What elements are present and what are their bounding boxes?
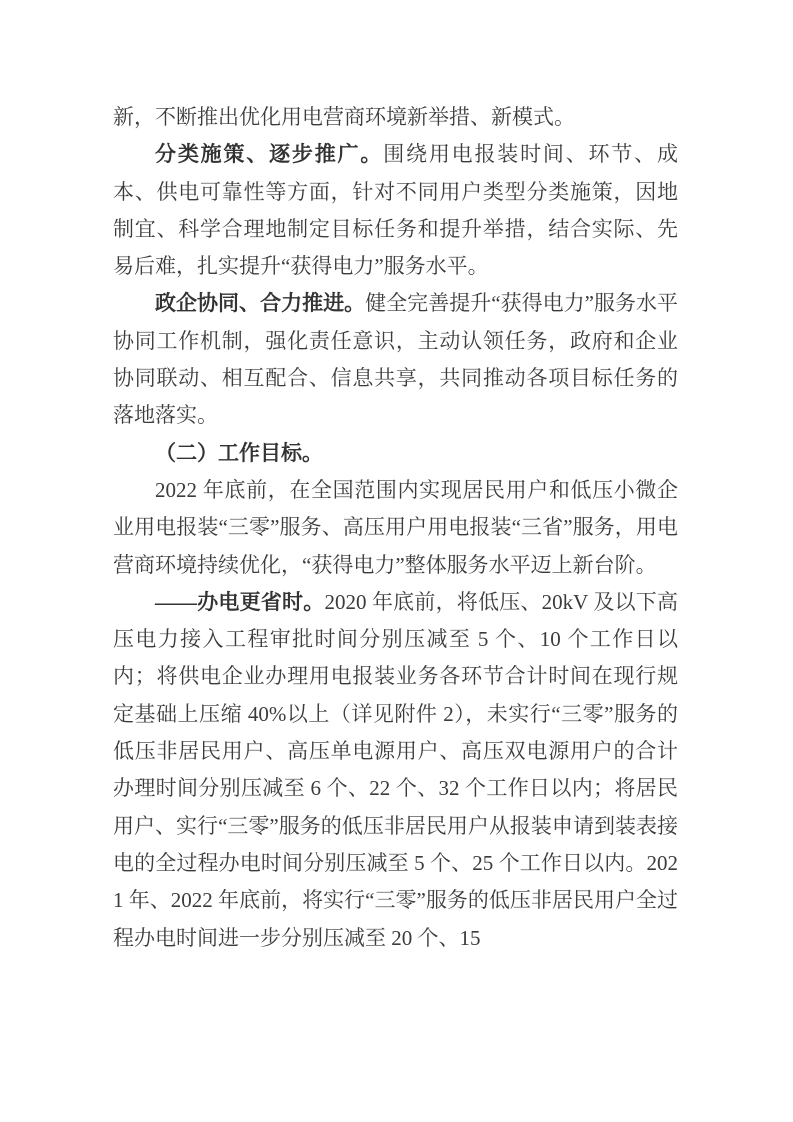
text-run: 2020 年底前，将低压、20kV 及以下高压电力接入工程审批时间分别压减至 5 个、10 个工作日以内；将供电企业办理用电报装业务各环节合计时间在现行规定基础上压缩 40%以上（详见附件 2），未实行“三零”服务的低压非居民用户、高压单电源用户、高压双电源用户的合计办理时间分别压减至 6 个、22 个、32 个工作日以内；将居民用户、实行“三零”服务的低压非居民用户从报装申请到装表接电的全过程办电时间分别压减至 5 个、25 个工作日以内。2021 年、2022 年底前，将实行“三零”服务的低压非居民用户全过程办电时间进一步分别压减至 20 个、15 (113, 589, 679, 950)
paragraph (113, 136, 678, 285)
bold-run: （二）工作目标。 (155, 440, 323, 465)
text-run: 2022 年底前，在全国范围内实现居民用户和低压小微企业用电报装“三零”服务、高压用户用电报装“三省”服务，用电营商环境持续优化，“获得电力”整体服务水平迈上新台阶。 (113, 477, 678, 577)
text-run: 围绕用电报装时间、环节、成本、供电可靠性等方面，针对不同用户类型分类施策，因地制宜、科学合理地制定目标任务和提升举措，结合实际、先易后难，扎实提升“获得电力”服务水平。 (113, 142, 679, 279)
document-body (113, 99, 678, 957)
paragraph (113, 584, 678, 957)
bold-run: 政企协同、合力推进。 (155, 291, 366, 316)
bold-run: ——办电更省时。 (155, 589, 325, 614)
paragraph (113, 99, 678, 136)
paragraph (113, 435, 678, 472)
text-run: 健全完善提升“获得电力”服务水平协同工作机制，强化责任意识，主动认领任务，政府和企业协同联动、相互配合、信息共享，共同推动各项目标任务的落地落实。 (113, 291, 679, 428)
paragraph (113, 472, 678, 584)
text-run: 新，不断推出优化用电营商环境新举措、新模式。 (113, 105, 575, 129)
bold-run: 分类施策、逐步推广。 (155, 142, 384, 167)
paragraph (113, 285, 678, 434)
